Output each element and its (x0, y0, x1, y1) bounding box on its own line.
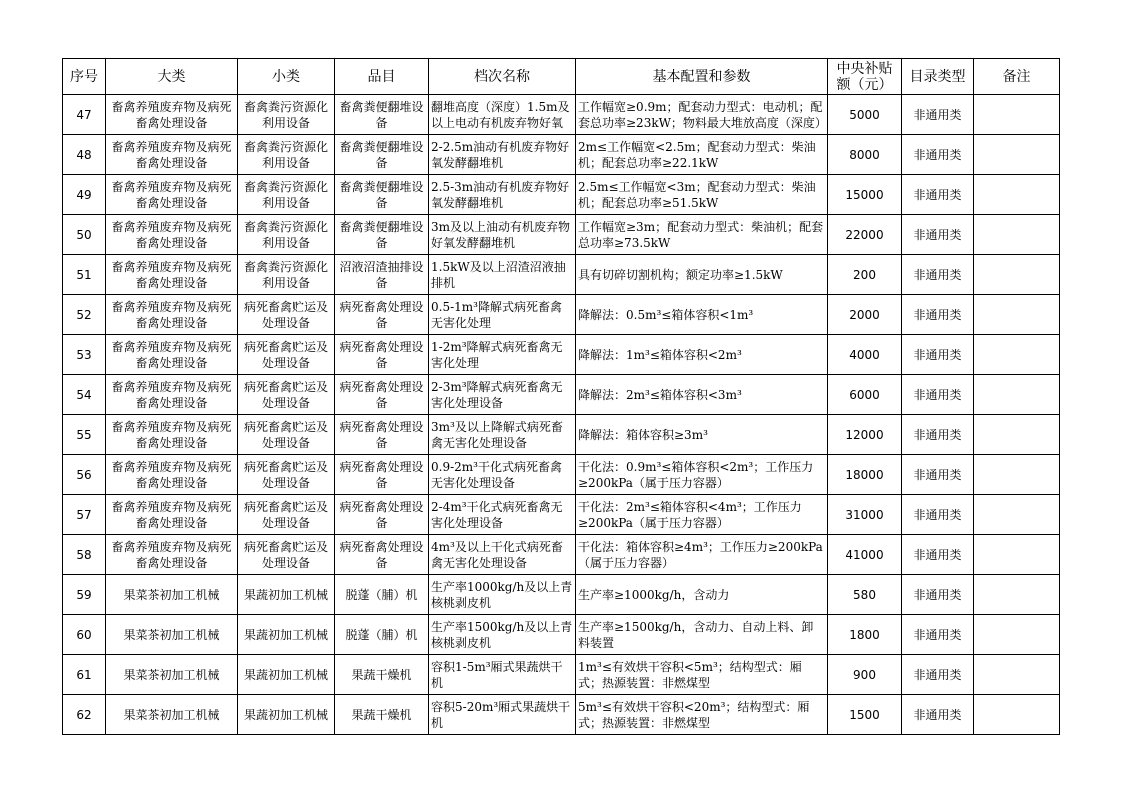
cell-no: 57 (76, 507, 92, 522)
cell-subsidy: 900 (853, 667, 876, 682)
cell-grade-name: 容积5-20m³厢式果蔬烘干机 (431, 699, 571, 730)
cell-no: 60 (76, 627, 92, 642)
cell-subsidy: 41000 (845, 547, 884, 562)
table-row (63, 655, 1060, 695)
cell-no: 58 (76, 547, 92, 562)
cell-catalog-type: 非通用类 (913, 147, 962, 162)
cell-spec: 具有切碎切割机构；额定功率≥1.5kW (578, 267, 783, 282)
table-row (63, 335, 1060, 375)
cell-item: 病死畜禽处理设备 (339, 419, 424, 450)
cell-subsidy: 1800 (849, 627, 880, 642)
cell-item: 脱蓬（脯）机 (345, 587, 418, 602)
cell-item: 病死畜禽处理设备 (339, 499, 424, 530)
cell-subcategory: 畜禽粪污资源化利用设备 (243, 99, 328, 130)
cell-spec: 生产率≥1000kg/h，含动力 (578, 587, 730, 602)
cell-spec: 降解法：1m³≤箱体容积<2m³ (578, 347, 742, 362)
cell-grade-name: 3m及以上油动有机废弃物好氧发酵翻堆机 (431, 219, 571, 250)
cell-item: 畜禽粪便翻堆设备 (339, 99, 424, 130)
cell-item: 病死畜禽处理设备 (339, 379, 424, 410)
header-category: 大类 (106, 59, 238, 95)
cell-catalog-type: 非通用类 (913, 667, 962, 682)
cell-subsidy: 15000 (845, 187, 884, 202)
cell-catalog-type: 非通用类 (913, 467, 962, 482)
cell-category: 畜禽养殖废弃物及病死畜禽处理设备 (111, 179, 232, 210)
cell-grade-name: 0.5-1m³降解式病死畜禽无害化处理 (431, 299, 562, 330)
cell-grade-name: 2-4m³干化式病死畜禽无害化处理设备 (431, 499, 563, 530)
cell-grade-name: 生产率1500kg/h及以上青核桃剥皮机 (431, 619, 573, 650)
cell-item: 沼液沼渣抽排设备 (339, 259, 424, 290)
header-no: 序号 (63, 59, 106, 95)
cell-item: 病死畜禽处理设备 (339, 339, 424, 370)
cell-subsidy: 1500 (849, 707, 880, 722)
table-row (63, 375, 1060, 415)
header-note: 备注 (974, 59, 1060, 95)
header-subcategory: 小类 (238, 59, 335, 95)
table-row (63, 215, 1060, 255)
cell-subsidy: 6000 (849, 387, 880, 402)
table-row (63, 295, 1060, 335)
cell-category: 果菜茶初加工机械 (123, 707, 220, 722)
cell-subsidy: 4000 (849, 347, 880, 362)
table-row (63, 535, 1060, 575)
cell-subcategory: 病死畜禽贮运及处理设备 (243, 499, 328, 530)
cell-item: 果蔬干燥机 (351, 707, 412, 722)
cell-subsidy: 12000 (845, 427, 884, 442)
cell-catalog-type: 非通用类 (913, 347, 962, 362)
cell-item: 畜禽粪便翻堆设备 (339, 219, 424, 250)
cell-spec: 降解法：2m³≤箱体容积<3m³ (578, 387, 742, 402)
cell-grade-name: 容积1-5m³厢式果蔬烘干机 (431, 659, 563, 690)
cell-subcategory: 畜禽粪污资源化利用设备 (243, 219, 328, 250)
cell-grade-name: 0.9-2m³干化式病死畜禽无害化处理设备 (431, 459, 562, 490)
cell-catalog-type: 非通用类 (913, 187, 962, 202)
cell-spec: 干化法：箱体容积≥4m³；工作压力≥200kPa（属于压力容器） (578, 539, 823, 570)
cell-subsidy: 2000 (849, 307, 880, 322)
header-item: 品目 (335, 59, 429, 95)
cell-grade-name: 2-2.5m油动有机废弃物好氧发酵翻堆机 (431, 139, 570, 170)
cell-category: 畜禽养殖废弃物及病死畜禽处理设备 (111, 219, 232, 250)
table-row (63, 495, 1060, 535)
cell-subsidy: 580 (853, 587, 876, 602)
cell-category: 畜禽养殖废弃物及病死畜禽处理设备 (111, 139, 232, 170)
cell-category: 畜禽养殖废弃物及病死畜禽处理设备 (111, 499, 232, 530)
cell-subcategory: 果蔬初加工机械 (243, 587, 328, 602)
table-row (63, 95, 1060, 135)
cell-no: 47 (76, 107, 92, 122)
cell-subcategory: 病死畜禽贮运及处理设备 (243, 419, 328, 450)
table-body (63, 95, 1060, 735)
cell-spec: 2m≤工作幅宽<2.5m；配套动力型式：柴油机；配套总功率≥22.1kW (578, 139, 816, 170)
cell-catalog-type: 非通用类 (913, 707, 962, 722)
cell-spec: 2.5m≤工作幅宽<3m；配套动力型式：柴油机；配套总功率≥51.5kW (578, 179, 816, 210)
cell-spec: 1m³≤有效烘干容积<5m³；结构型式：厢式；热源装置：非燃煤型 (578, 659, 802, 690)
cell-category: 畜禽养殖废弃物及病死畜禽处理设备 (111, 379, 232, 410)
cell-no: 54 (76, 387, 92, 402)
cell-category: 畜禽养殖废弃物及病死畜禽处理设备 (111, 259, 232, 290)
cell-item: 果蔬干燥机 (351, 667, 412, 682)
table-row (63, 255, 1060, 295)
cell-grade-name: 4m³及以上干化式病死畜禽无害化处理设备 (431, 539, 563, 570)
header-spec: 基本配置和参数 (576, 59, 828, 95)
cell-subcategory: 病死畜禽贮运及处理设备 (243, 379, 328, 410)
cell-catalog-type: 非通用类 (913, 107, 962, 122)
table-row (63, 575, 1060, 615)
cell-grade-name: 2.5-3m油动有机废弃物好氧发酵翻堆机 (431, 179, 570, 210)
cell-category: 果菜茶初加工机械 (123, 667, 220, 682)
table-row (63, 455, 1060, 495)
cell-subcategory: 病死畜禽贮运及处理设备 (243, 459, 328, 490)
cell-spec: 降解法：0.5m³≤箱体容积<1m³ (578, 307, 754, 322)
cell-spec: 工作幅宽≥3m；配套动力型式：柴油机；配套总功率≥73.5kW (578, 219, 824, 250)
cell-no: 62 (76, 707, 92, 722)
cell-spec: 5m³≤有效烘干容积<20m³；结构型式：厢式；热源装置：非燃煤型 (578, 699, 810, 730)
cell-item: 畜禽粪便翻堆设备 (339, 139, 424, 170)
table-row (63, 175, 1060, 215)
cell-subcategory: 畜禽粪污资源化利用设备 (243, 139, 328, 170)
cell-subcategory: 病死畜禽贮运及处理设备 (243, 339, 328, 370)
cell-category: 果菜茶初加工机械 (123, 627, 220, 642)
cell-item: 病死畜禽处理设备 (339, 459, 424, 490)
cell-catalog-type: 非通用类 (913, 587, 962, 602)
cell-category: 果菜茶初加工机械 (123, 587, 220, 602)
cell-category: 畜禽养殖废弃物及病死畜禽处理设备 (111, 99, 232, 130)
cell-no: 55 (76, 427, 92, 442)
cell-spec: 降解法：箱体容积≥3m³ (578, 427, 708, 442)
cell-subsidy: 31000 (845, 507, 884, 522)
cell-category: 畜禽养殖废弃物及病死畜禽处理设备 (111, 299, 232, 330)
cell-subcategory: 果蔬初加工机械 (243, 667, 328, 682)
cell-no: 53 (76, 347, 92, 362)
cell-subsidy: 18000 (845, 467, 884, 482)
cell-no: 51 (76, 267, 92, 282)
cell-catalog-type: 非通用类 (913, 267, 962, 282)
cell-no: 52 (76, 307, 92, 322)
cell-catalog-type: 非通用类 (913, 627, 962, 642)
cell-spec: 工作幅宽≥0.9m；配套动力型式：电动机；配套总功率≥23kW；物料最大堆放高度（深度） (578, 99, 823, 130)
cell-no: 61 (76, 667, 92, 682)
cell-subcategory: 畜禽粪污资源化利用设备 (243, 179, 328, 210)
cell-grade-name: 2-3m³降解式病死畜禽无害化处理设备 (431, 379, 563, 410)
cell-no: 56 (76, 467, 92, 482)
header-row (63, 59, 1060, 95)
cell-catalog-type: 非通用类 (913, 427, 962, 442)
cell-no: 48 (76, 147, 92, 162)
cell-no: 59 (76, 587, 92, 602)
cell-subcategory: 病死畜禽贮运及处理设备 (243, 299, 328, 330)
cell-item: 病死畜禽处理设备 (339, 539, 424, 570)
table-row (63, 615, 1060, 655)
cell-spec: 干化法：2m³≤箱体容积<4m³；工作压力≥200kPa（属于压力容器） (578, 499, 802, 530)
cell-category: 畜禽养殖废弃物及病死畜禽处理设备 (111, 459, 232, 490)
cell-spec: 生产率≥1500kg/h，含动力、自动上料、卸料装置 (578, 619, 814, 650)
table-row (63, 135, 1060, 175)
table-row (63, 695, 1060, 735)
cell-item: 畜禽粪便翻堆设备 (339, 179, 424, 210)
cell-no: 49 (76, 187, 92, 202)
cell-catalog-type: 非通用类 (913, 387, 962, 402)
cell-category: 畜禽养殖废弃物及病死畜禽处理设备 (111, 339, 232, 370)
cell-grade-name: 1.5kW及以上沼渣沼液抽排机 (431, 259, 566, 290)
cell-subcategory: 果蔬初加工机械 (243, 707, 328, 722)
cell-subsidy: 5000 (849, 107, 880, 122)
cell-item: 脱蓬（脯）机 (345, 627, 418, 642)
cell-category: 畜禽养殖废弃物及病死畜禽处理设备 (111, 419, 232, 450)
cell-grade-name: 1-2m³降解式病死畜禽无害化处理 (431, 339, 563, 370)
cell-catalog-type: 非通用类 (913, 507, 962, 522)
cell-subsidy: 22000 (845, 227, 884, 242)
cell-no: 50 (76, 227, 92, 242)
header-catalog-type: 目录类型 (902, 59, 974, 95)
table-row (63, 415, 1060, 455)
cell-subcategory: 病死畜禽贮运及处理设备 (243, 539, 328, 570)
cell-subsidy: 8000 (849, 147, 880, 162)
header-subsidy: 中央补贴额（元） (828, 59, 902, 95)
cell-catalog-type: 非通用类 (913, 307, 962, 322)
cell-grade-name: 翻堆高度（深度）1.5m及以上电动有机废弃物好氧 (431, 99, 570, 130)
cell-subcategory: 畜禽粪污资源化利用设备 (243, 259, 328, 290)
cell-spec: 干化法：0.9m³≤箱体容积<2m³；工作压力≥200kPa（属于压力容器） (578, 459, 814, 490)
cell-subsidy: 200 (853, 267, 876, 282)
cell-catalog-type: 非通用类 (913, 227, 962, 242)
cell-item: 病死畜禽处理设备 (339, 299, 424, 330)
cell-category: 畜禽养殖废弃物及病死畜禽处理设备 (111, 539, 232, 570)
subsidy-table (62, 58, 1060, 735)
cell-subcategory: 果蔬初加工机械 (243, 627, 328, 642)
cell-catalog-type: 非通用类 (913, 547, 962, 562)
cell-grade-name: 3m³及以上降解式病死畜禽无害化处理设备 (431, 419, 563, 450)
header-grade-name: 档次名称 (429, 59, 576, 95)
cell-grade-name: 生产率1000kg/h及以上青核桃剥皮机 (431, 579, 573, 610)
